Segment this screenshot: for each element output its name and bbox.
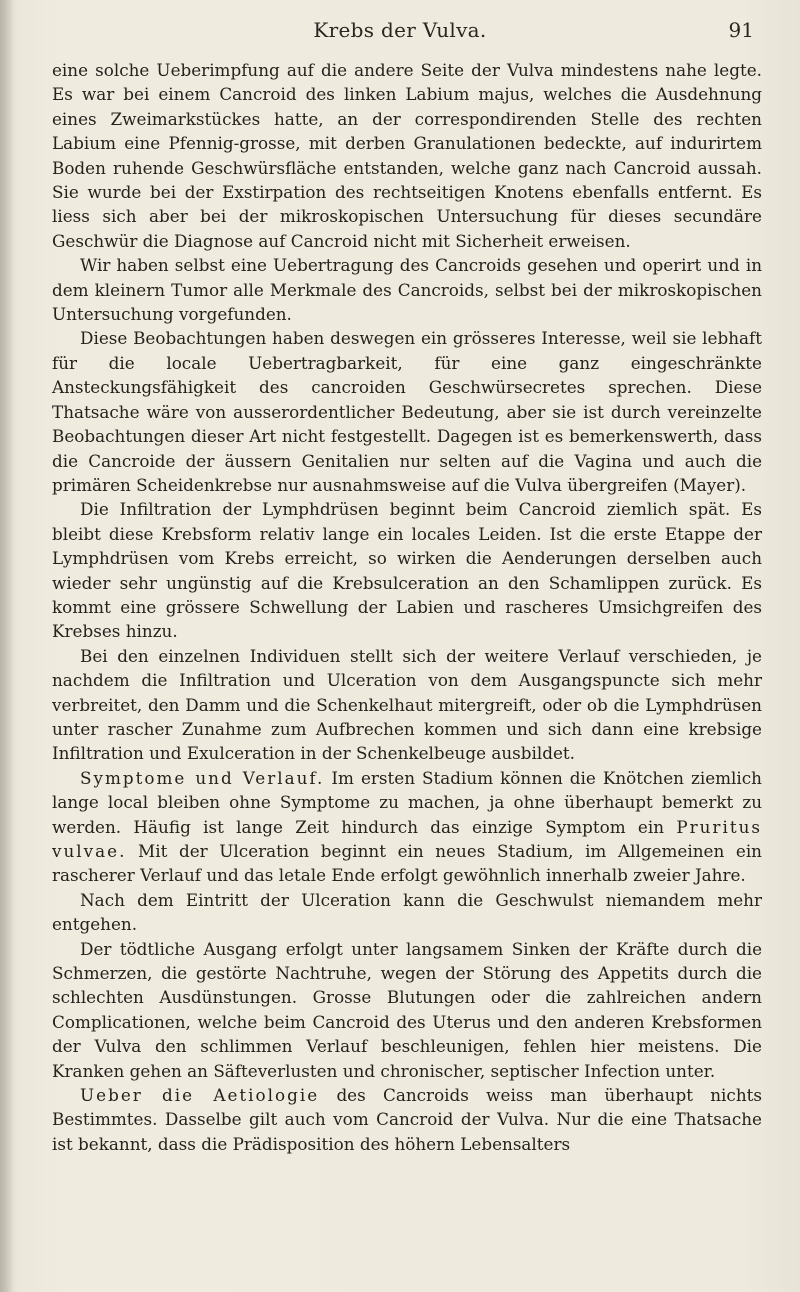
- paragraph-text: Die Infiltration der Lymphdrüsen beginnt beim Cancroid ziemlich spät. Es bleibt diese Krebsform relativ lange ein locales Leiden. Ist die erste Etappe der Lymphdrüsen vom Krebs erreicht, so wirken die Aenderungen derselben auch wieder sehr ungünstig auf die Krebsulceration an den Schamlippen zurück. Es kommt eine grössere Schwellung der Labien und rascheres Umsichgreifen des Krebses hinzu.: [52, 499, 762, 642]
- paragraph-4: [52, 497, 762, 643]
- paragraph-3: [52, 326, 762, 497]
- paragraph-text: Nach dem Eintritt der Ulceration kann die Geschwulst niemandem mehr entgehen.: [52, 889, 762, 935]
- paragraph-8: [52, 937, 762, 1083]
- section-heading-aetiologie: Ueber die Aetiologie: [80, 1085, 320, 1106]
- running-title: Krebs der Vulva.: [313, 18, 487, 42]
- paragraph-text: Bei den einzelnen Individuen stellt sich der weitere Verlauf verschieden, je nachdem die Infiltration und Ulceration von dem Ausgangspuncte sich mehr verbreitet, den Damm und die Schenkelhaut mitergreift, oder ob die Lymphdrüsen unter rascher Zunahme zum Aufbrechen kommen und sich dann eine krebsige Infiltration und Exulceration in der Schenkelbeuge ausbildet.: [52, 645, 762, 764]
- binding-shadow: [0, 0, 14, 1292]
- paragraph-text: eine solche Ueberimpfung auf die andere Seite der Vulva mindestens nahe legte. Es war bei einem Cancroid des linken Labium majus, welches die Ausdehnung eines Zweimarkstückes hatte, an der correspondirenden Stelle des rechten Labium eine Pfennig-grosse, mit derben Granulationen bedeckte, auf indurirtem Boden ruhende Geschwürsfläche entstanden, welche ganz nach Cancroid aussah. Sie wurde bei der Exstirpation des rechtseitigen Knotens ebenfalls entfernt. Es liess sich aber bei der mikroskopischen Untersuchung für dieses secundäre Geschwür die Diagnose auf Cancroid nicht mit Sicherheit erweisen.: [52, 60, 762, 251]
- paragraph-6-symptome: [52, 766, 762, 888]
- paragraph-5: [52, 644, 762, 766]
- paragraph-text: Der tödtliche Ausgang erfolgt unter langsamem Sinken der Kräfte durch die Schmerzen, die gestörte Nachtruhe, wegen der Störung des Appetits durch die schlechten Ausdünstungen. Grosse Blutungen oder die zahlreichen andern Complicationen, welche beim Cancroid des Uterus und den anderen Krebsformen der Vulva den schlimmen Verlauf beschleunigen, fehlen hier meistens. Die Kranken gehen an Säfteverlusten und chronischer, septischer Infection unter.: [52, 938, 762, 1081]
- paragraph-1: [52, 58, 762, 253]
- paragraph-text: Diese Beobachtungen haben deswegen ein grösseres Interesse, weil sie lebhaft für die locale Uebertragbarkeit, für eine ganz eingeschränkte Ansteckungsfähigkeit des cancroiden Geschwürsecretes sprechen. Diese Thatsache wäre von ausserordentlicher Bedeutung, aber sie ist durch vereinzelte Beobachtungen dieser Art nicht festgestellt. Dagegen ist es bemerkenswerth, dass die Cancroide der äussern Genitalien nur selten auf die Vagina und auch die primären Scheidenkrebse nur ausnahmsweise auf die Vulva übergreifen (Mayer).: [52, 328, 762, 495]
- paragraph-9-aetiologie: [52, 1083, 762, 1156]
- emphasis-pruritus: Pruritus vulvae.: [52, 816, 762, 861]
- page-header: [0, 18, 800, 48]
- page-number: 91: [728, 18, 754, 42]
- section-heading-symptome: Symptome und Verlauf.: [80, 767, 325, 788]
- paragraph-text: Im ersten Stadium können die Knötchen ziemlich lange local bleiben ohne Symptome zu machen, ja ohne überhaupt bemerkt zu werden. Häufig ist lange Zeit hindurch das einzige Symptom ein: [52, 767, 762, 837]
- paragraph-7: [52, 888, 762, 937]
- paragraph-text: Wir haben selbst eine Uebertragung des Cancroids gesehen und operirt und in dem kleinern Tumor alle Merkmale des Cancroids, selbst bei der mikroskopischen Untersuchung vorgefunden.: [52, 255, 762, 325]
- paragraph-text-tail: Mit der Ulceration beginnt ein neues Stadium, im Allgemeinen ein rascherer Verlauf und das letale Ende erfolgt gewöhnlich innerhalb zweier Jahre.: [52, 841, 762, 886]
- paragraph-2: [52, 253, 762, 326]
- paragraph-text: des Cancroids weiss man überhaupt nichts Bestimmtes. Dasselbe gilt auch vom Cancroid der Vulva. Nur die eine Thatsache ist bekannt, dass die Prädisposition des höhern Lebensalters: [52, 1085, 762, 1154]
- body-text: [52, 58, 762, 1156]
